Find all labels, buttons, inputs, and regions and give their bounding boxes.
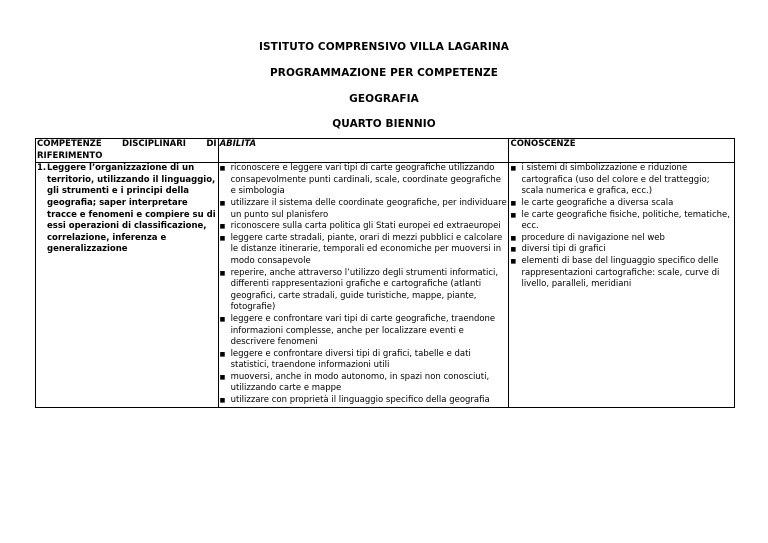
bullet-square-icon: ■	[510, 165, 517, 173]
bullet-square-icon: ■	[219, 315, 226, 323]
bullet-square-icon: ■	[219, 397, 226, 405]
bullet-square-icon: ■	[219, 165, 226, 173]
bullet-square-icon: ■	[219, 199, 226, 207]
abilita-item-text: riconoscere e leggere vari tipi di carte geografiche utilizzando consapevolmente punti cardinali, scale, coordinate geografiche e simbologia	[230, 163, 502, 197]
abilita-item-text: utilizzare con proprietà il linguaggio specifico della geografia	[230, 395, 490, 406]
competenza-number: 1.	[37, 163, 47, 174]
header-competenze-word4: RIFERIMENTO	[37, 150, 103, 161]
abilita-item-text: muoversi, anche in modo autonomo, in spazi non conosciuti, utilizzando carte e mappe	[230, 371, 490, 394]
conoscenze-item	[510, 233, 733, 245]
header-competenze-word3: DI	[206, 139, 217, 149]
abilita-item	[220, 268, 508, 314]
abilita-item	[220, 349, 508, 372]
header-competenze	[36, 139, 219, 163]
bullet-square-icon: ■	[510, 246, 517, 254]
abilita-item	[220, 198, 508, 221]
bullet-square-icon: ■	[510, 211, 517, 219]
bullet-square-icon: ■	[510, 257, 517, 265]
bullet-square-icon: ■	[219, 373, 226, 381]
table-row	[36, 163, 735, 407]
programming-title: PROGRAMMAZIONE PER COMPETENZE	[270, 67, 498, 79]
abilita-item-text: riconoscere sulla carta politica gli Stati europei ed extraeuropei	[230, 221, 501, 232]
conoscenze-item	[510, 163, 733, 198]
conoscenze-item-text: diversi tipi di grafici	[521, 244, 606, 255]
subject-title: GEOGRAFIA	[349, 93, 419, 105]
conoscenze-item-text: procedure di navigazione nel web	[521, 232, 665, 243]
conoscenze-item	[510, 244, 733, 256]
conoscenze-item	[510, 256, 733, 291]
bullet-square-icon: ■	[510, 234, 517, 242]
level-title: QUARTO BIENNIO	[332, 118, 436, 130]
bullet-square-icon: ■	[219, 350, 226, 358]
abilita-item	[220, 314, 508, 349]
abilita-list	[220, 163, 508, 406]
bullet-square-icon: ■	[219, 223, 226, 231]
competenza-text: Leggere l’organizzazione di un territorio, utilizzando il linguaggio, gli strumenti e i principi della geografia; saper interpretare tracce e fenomeni e compiere su di essi operazioni di classificazione, correlazione, inferenza e generalizzazione	[47, 163, 216, 255]
conoscenze-item-text: le carte geografiche fisiche, politiche, tematiche, ecc.	[521, 209, 730, 232]
competenza-cell	[36, 163, 219, 407]
abilita-item-text: leggere e confrontare vari tipi di carte geografiche, traendone informazioni complesse, anche per localizzare eventi e descrivere fenomeni	[230, 313, 496, 348]
conoscenze-item-text: i sistemi di simbolizzazione e riduzione cartografica (uso del colore e del tratteggio; scala numerica e grafica, ecc.)	[521, 163, 710, 197]
school-title: ISTITUTO COMPRENSIVO VILLA LAGARINA	[259, 41, 509, 53]
bullet-square-icon: ■	[219, 234, 226, 242]
abilita-item	[220, 372, 508, 395]
bullet-square-icon: ■	[219, 269, 226, 277]
abilita-item-text: utilizzare il sistema delle coordinate geografiche, per individuare un punto sul planisfero	[230, 197, 507, 220]
conoscenze-list	[510, 163, 733, 291]
abilita-item	[220, 163, 508, 198]
abilita-item	[220, 221, 508, 233]
abilita-item	[220, 233, 508, 268]
conoscenze-item-text: le carte geografiche a diversa scala	[521, 197, 674, 208]
conoscenze-item	[510, 210, 733, 233]
table-header-row	[36, 139, 735, 163]
abilita-item-text: leggere e confrontare diversi tipi di grafici, tabelle e dati statistici, traendone informazioni utili	[230, 348, 471, 371]
competence-table	[35, 138, 735, 408]
header-abilita: ABILITÀ	[218, 139, 509, 163]
abilita-cell	[218, 163, 509, 407]
header-competenze-word2: DISCIPLINARI	[122, 139, 186, 149]
conoscenze-item-text: elementi di base del linguaggio specifico delle rappresentazioni cartografiche: scale, curve di livello, paralleli, meridiani	[521, 255, 720, 290]
abilita-item-text: reperire, anche attraverso l’utilizzo degli strumenti informatici, differenti rappresentazioni grafiche e cartografiche (atlanti geografici, carte stradali, guide turistiche, mappe, piante, fotografie)	[230, 267, 499, 313]
conoscenze-cell	[509, 163, 735, 407]
bullet-square-icon: ■	[510, 199, 517, 207]
abilita-item-text: leggere carte stradali, piante, orari di mezzi pubblici e calcolare le distanze itinerarie, temporali ed economiche per muoversi in modo consapevole	[230, 232, 503, 266]
abilita-item	[220, 395, 508, 407]
header-conoscenze: CONOSCENZE	[509, 139, 735, 163]
header-competenze-word1: COMPETENZE	[37, 139, 102, 149]
conoscenze-item	[510, 198, 733, 210]
